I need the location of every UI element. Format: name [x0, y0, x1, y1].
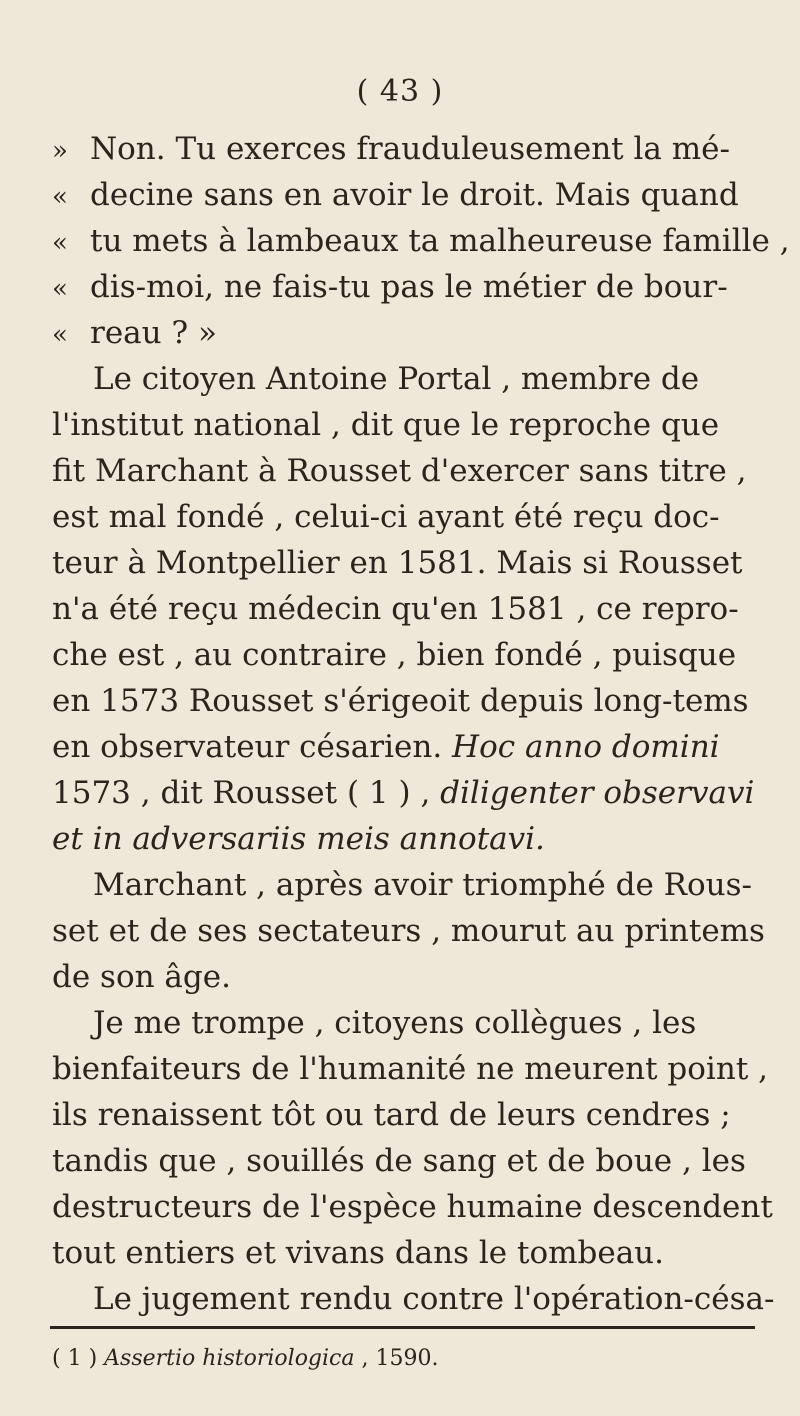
- text-line: [52, 218, 790, 266]
- text-line: fit Marchant à Rousset d'exercer sans titre ,: [52, 453, 747, 489]
- paragraph-start: Le citoyen Antoine Portal , membre de: [93, 361, 700, 397]
- footnote-rule: [50, 1326, 755, 1329]
- paragraph-start: Le jugement rendu contre l'opération-césa-: [93, 1281, 775, 1317]
- line-text: Non. Tu exerces frauduleusement la mé-: [90, 131, 730, 167]
- latin-quote: Hoc anno domini: [452, 729, 720, 765]
- line-text: reau ? »: [90, 315, 217, 351]
- line-text: 1573 , dit Rousset ( 1 ) ,: [52, 775, 441, 811]
- quote-mark: «: [52, 274, 68, 304]
- paragraph-start: Je me trompe , citoyens collègues , les: [93, 1005, 697, 1041]
- footnote-title: Assertio historiologica: [104, 1346, 355, 1371]
- text-line: est mal fondé , celui-ci ayant été reçu doc-: [52, 499, 720, 535]
- text-line: n'a été reçu médecin qu'en 1581 , ce repro-: [52, 591, 739, 627]
- paragraph-start: Marchant , après avoir triomphé de Rous-: [93, 867, 752, 903]
- line-text: decine sans en avoir le droit. Mais quand: [90, 177, 739, 213]
- text-line: teur à Montpellier en 1581. Mais si Rousset: [52, 545, 743, 581]
- text-line: [52, 264, 752, 312]
- line-text: en observateur césarien.: [52, 729, 453, 765]
- quote-mark: «: [52, 320, 68, 350]
- quote-mark: «: [52, 182, 68, 212]
- text-line: [52, 126, 752, 174]
- text-line: en 1573 Rousset s'érigeoit depuis long-tems: [52, 683, 749, 719]
- text-line: tout entiers et vivans dans le tombeau.: [52, 1235, 664, 1271]
- text-line: [52, 770, 755, 816]
- text-line: set et de ses sectateurs , mourut au printems: [52, 913, 765, 949]
- text-line: [52, 724, 752, 770]
- line-text: tu mets à lambeaux ta malheureuse famille ,: [90, 223, 790, 259]
- text-line: [52, 172, 752, 220]
- text-line: che est , au contraire , bien fondé , puisque: [52, 637, 737, 673]
- footnote-rest: , 1590.: [354, 1346, 439, 1371]
- latin-quote: diligenter observavi: [440, 775, 755, 811]
- footnote: [52, 1346, 438, 1371]
- quote-mark: «: [52, 228, 68, 258]
- footnote-marker: ( 1 ): [52, 1346, 105, 1371]
- text-line: destructeurs de l'espèce humaine descendent: [52, 1189, 773, 1225]
- page-number: ( 43 ): [356, 74, 444, 109]
- text-line: ils renaissent tôt ou tard de leurs cendres ;: [52, 1097, 731, 1133]
- latin-quote-line: et in adversariis meis annotavi.: [52, 821, 545, 857]
- text-line: bienfaiteurs de l'humanité ne meurent point ,: [52, 1051, 768, 1087]
- text-line: de son âge.: [52, 959, 231, 995]
- text-line: l'institut national , dit que le reproche que: [52, 407, 720, 443]
- text-line: [52, 310, 752, 358]
- text-line: tandis que , souillés de sang et de boue , les: [52, 1143, 746, 1179]
- quote-mark: »: [52, 136, 68, 166]
- line-text: dis-moi, ne fais-tu pas le métier de bour-: [90, 269, 728, 305]
